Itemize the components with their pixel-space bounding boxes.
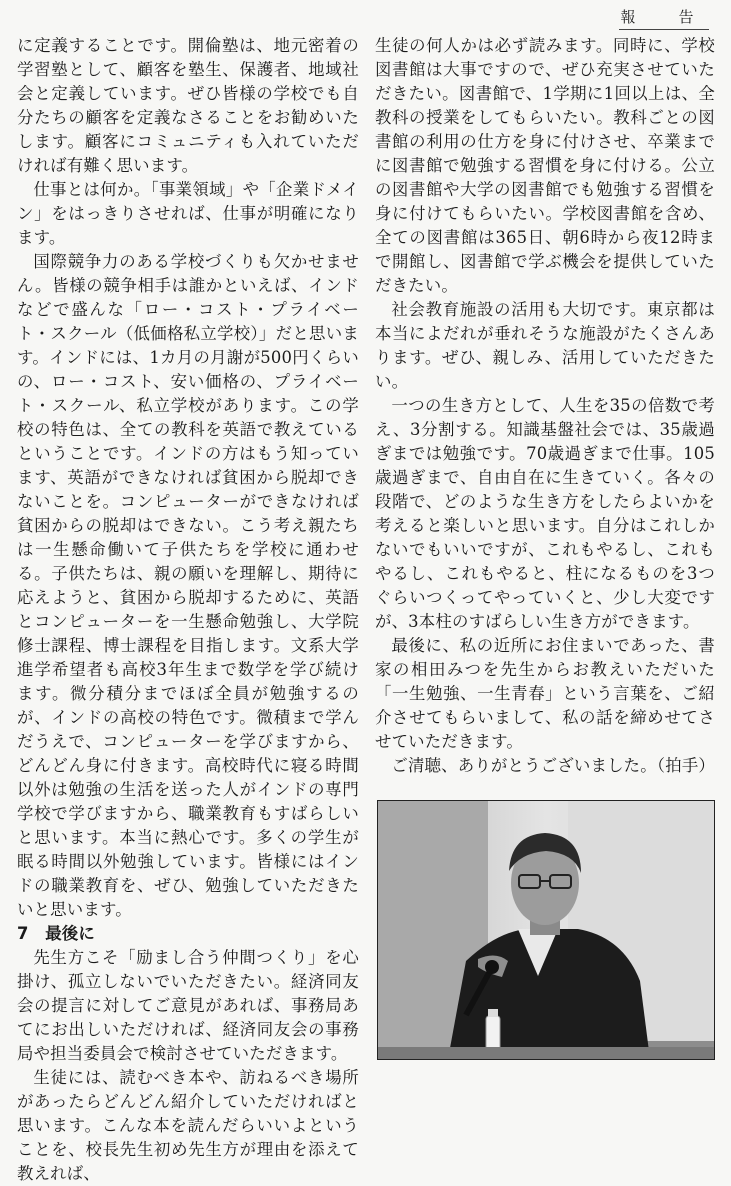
speaker-photo (377, 800, 715, 1060)
paragraph: ご清聴、ありがとうございました。（拍手） (391, 756, 716, 775)
left-column (17, 34, 359, 1186)
paragraph: 社会教育施設の活用も大切です。東京都は本当によだれが垂れそうな施設がたくさんあります。ぜひ、親しみ、活用していただきたい。 (375, 300, 715, 391)
paragraph: 最後に、私の近所にお住まいであった、書家の相田みつを先生からお教えいただいた「一生勉強、一生青春」という言葉を、ご紹介させてもらいまして、私の話を締めせてさせていただきます。 (375, 636, 715, 751)
speaker-photo-image (378, 801, 714, 1059)
section-title: 7 最後に (17, 924, 95, 943)
right-column (375, 34, 715, 778)
section-header: 報 告 (619, 6, 709, 30)
paragraph: 生徒には、読むべき本や、訪ねるべき場所があったらどんどん紹介していただければと思います。こんな本を読んだらいいよということを、校長先生初め先生方が理由を添えて教えれば、 (17, 1068, 359, 1183)
paragraph: 生徒の何人かは必ず読みます。同時に、学校図書館は大事ですので、ぜひ充実させていただきたい。図書館で、1学期に1回以上は、全教科の授業をしてもらいたい。教科ごとの図書館の利用の仕方を身に付けさせ、卒業までに図書館で勉強する習慣を身に付ける。公立の図書館や大学の図書館でも勉強する習慣を身に付けてもらいたい。学校図書館を含め、全ての図書館は365日、朝6時から夜12時まで開館し、図書館で学ぶ機会を提供していただきたい。 (375, 36, 715, 295)
paragraph: 一つの生き方として、人生を35の倍数で考え、3分割する。知識基盤社会では、35歳過ぎまでは勉強です。70歳過ぎまで仕事。105歳過ぎまで、自由自在に生きていく。各々の段階で、どのような生き方をしたらよいかを考えると楽しいと思います。自分はこれしかないでもいいですが、これもやるし、これもやるし、これもやると、柱になるものを3つぐらいつくってやっていくと、少し大変ですが、3本柱のすばらしい生き方ができます。 (375, 396, 715, 631)
paragraph: 国際競争力のある学校づくりも欠かせません。皆様の競争相手は誰かといえば、インドなどで盛んな「ロー・コスト・プライベート・スクール（低価格私立学校）」だと思います。インドには、1カ月の月謝が500円くらいの、ロー・コスト、安い価格の、プライベート・スクール、私立学校があります。この学校の特色は、全ての教科を英語で教えているということです。インドの方はもう知っています、英語ができなければ貧困から脱却できないことを。コンピューターができなければ貧困からの脱却はできない。こう考え親たちは一生懸命働いて子供たちを学校に通わせる。子供たちは、親の願いを理解し、期待に応えようと、貧困から脱却するために、英語とコンピューターを一生懸命勉強し、大学院修士課程、博士課程を目指します。文系大学進学希望者も高校3年生まで数学を学び続けます。微分積分までほぼ全員が勉強するのが、インドの高校の特色です。微積まで学んだうえで、コンピューターを学びますから、どんどん身に付きます。高校時代に寝る時間以外は勉強の生活を送った人がインドの専門学校で学びますから、職業教育もすばらしいと思います。本当に熱心です。多くの学生が眠る時間以外勉強しています。皆様にはインドの職業教育を、ぜひ、勉強していただきたいと思います。 (17, 252, 359, 919)
paragraph: 仕事とは何か。「事業領域」や「企業ドメイン」をはっきりさせれば、仕事が明確になります。 (17, 180, 359, 247)
paragraph: に定義することです。開倫塾は、地元密着の学習塾として、顧客を塾生、保護者、地域社会と定義しています。ぜひ皆様の学校でも自分たちの顧客を定義なさることをお勧めいたします。顧客にコミュニティも入れていただければ有難く思います。 (17, 36, 359, 175)
paragraph: 先生方こそ「励まし合う仲間つくり」を心掛け、孤立しないでいただきたい。経済同友会の提言に対してご意見があれば、事務局あてにお出しいただければ、経済同友会の事務局や担当委員会で検討させていただきます。 (17, 948, 359, 1063)
